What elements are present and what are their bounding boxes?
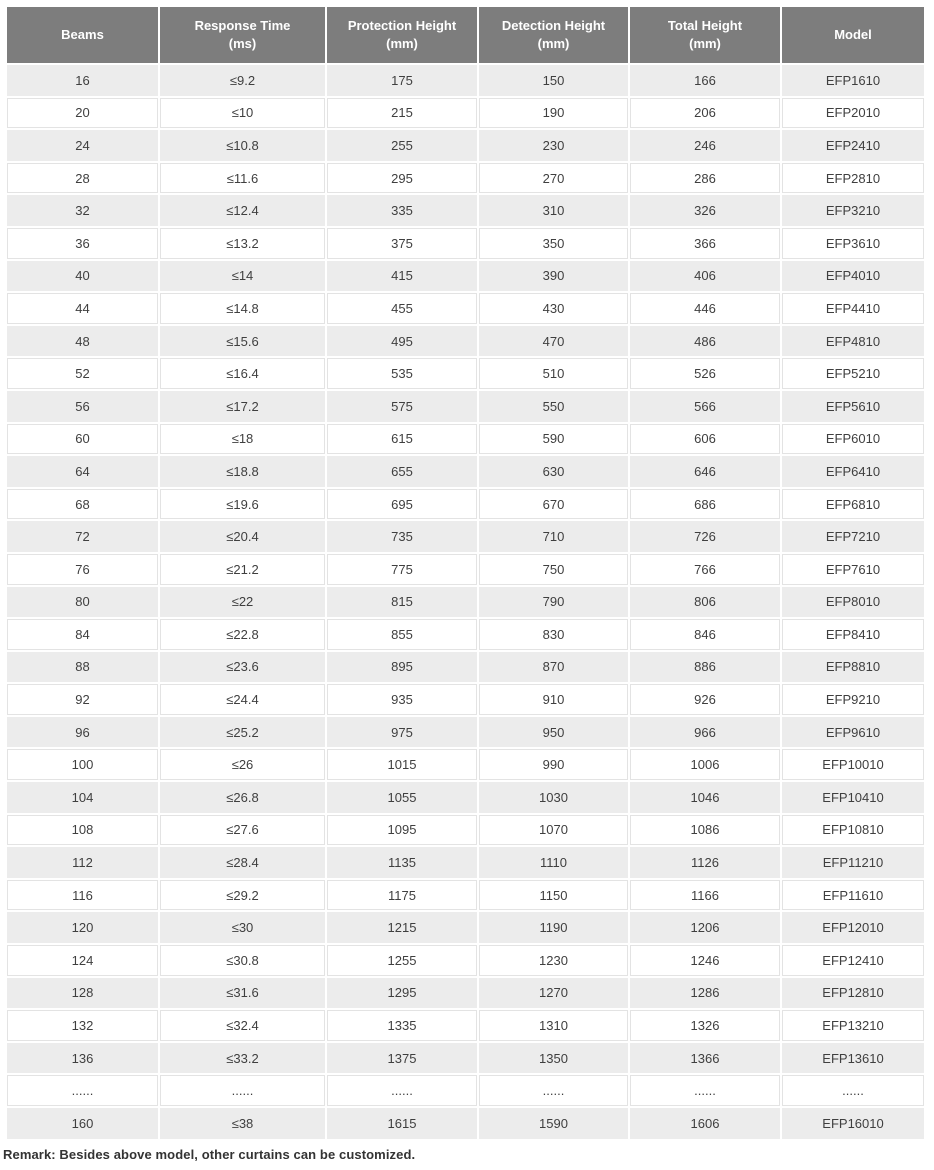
table-cell: EFP9610: [782, 717, 924, 748]
table-cell: 1006: [630, 749, 780, 780]
table-row: [7, 293, 924, 324]
table-cell: 88: [7, 652, 158, 683]
table-header-row: [7, 7, 924, 63]
table-cell: 390: [479, 261, 628, 292]
table-cell: 350: [479, 228, 628, 259]
table-cell: 606: [630, 424, 780, 455]
table-cell: EFP3610: [782, 228, 924, 259]
table-cell: 80: [7, 587, 158, 618]
table-cell: ≤31.6: [160, 978, 325, 1009]
table-row: [7, 261, 924, 292]
table-row: [7, 782, 924, 813]
table-cell: 1246: [630, 945, 780, 976]
table-cell: 415: [327, 261, 477, 292]
table-cell: ≤15.6: [160, 326, 325, 357]
table-cell: 112: [7, 847, 158, 878]
table-cell: ≤13.2: [160, 228, 325, 259]
table-cell: ≤22.8: [160, 619, 325, 650]
table-cell: EFP13610: [782, 1043, 924, 1074]
table-cell: 1150: [479, 880, 628, 911]
table-cell: 1030: [479, 782, 628, 813]
table-row: [7, 847, 924, 878]
table-cell: 455: [327, 293, 477, 324]
table-cell: 44: [7, 293, 158, 324]
table-cell: EFP5210: [782, 358, 924, 389]
header-unit: (ms): [228, 36, 257, 51]
table-cell: 895: [327, 652, 477, 683]
table-cell: 1206: [630, 912, 780, 943]
table-cell: 56: [7, 391, 158, 422]
table-cell: 655: [327, 456, 477, 487]
table-cell: 695: [327, 489, 477, 520]
table-cell: ......: [479, 1075, 628, 1106]
table-row: [7, 554, 924, 585]
table-cell: 1230: [479, 945, 628, 976]
table-cell: ≤18: [160, 424, 325, 455]
table-cell: 1046: [630, 782, 780, 813]
table-cell: ≤30: [160, 912, 325, 943]
table-cell: 20: [7, 98, 158, 129]
table-cell: 28: [7, 163, 158, 194]
table-cell: EFP3210: [782, 195, 924, 226]
table-cell: 1110: [479, 847, 628, 878]
table-cell: 710: [479, 521, 628, 552]
table-cell: 686: [630, 489, 780, 520]
table-cell: 910: [479, 684, 628, 715]
table-row: [7, 424, 924, 455]
table-cell: 1255: [327, 945, 477, 976]
table-row: [7, 130, 924, 161]
table-cell: 124: [7, 945, 158, 976]
table-cell: ≤10: [160, 98, 325, 129]
table-cell: 108: [7, 815, 158, 846]
table-cell: 104: [7, 782, 158, 813]
table-cell: 295: [327, 163, 477, 194]
table-cell: 215: [327, 98, 477, 129]
table-cell: ≤33.2: [160, 1043, 325, 1074]
table-row: [7, 163, 924, 194]
table-cell: 886: [630, 652, 780, 683]
table-cell: 76: [7, 554, 158, 585]
table-cell: ≤26: [160, 749, 325, 780]
table-cell: 366: [630, 228, 780, 259]
header-unit: (mm): [689, 36, 721, 51]
table-cell: 1286: [630, 978, 780, 1009]
table-cell: ≤12.4: [160, 195, 325, 226]
table-cell: 935: [327, 684, 477, 715]
table-cell: ......: [630, 1075, 780, 1106]
header-unit: (mm): [386, 36, 418, 51]
column-header-protection-height: [327, 7, 477, 63]
table-cell: ......: [7, 1075, 158, 1106]
table-cell: 510: [479, 358, 628, 389]
table-cell: ≤29.2: [160, 880, 325, 911]
table-cell: 1310: [479, 1010, 628, 1041]
table-cell: 750: [479, 554, 628, 585]
table-row: [7, 98, 924, 129]
table-cell: 1326: [630, 1010, 780, 1041]
table-cell: 1095: [327, 815, 477, 846]
table-row: [7, 195, 924, 226]
table-cell: EFP9210: [782, 684, 924, 715]
table-cell: 806: [630, 587, 780, 618]
table-cell: 375: [327, 228, 477, 259]
table-cell: 116: [7, 880, 158, 911]
column-header-model: [782, 7, 924, 63]
beam-spec-table: [5, 5, 926, 1141]
table-cell: ......: [782, 1075, 924, 1106]
table-cell: 100: [7, 749, 158, 780]
table-cell: 132: [7, 1010, 158, 1041]
table-cell: EFP10810: [782, 815, 924, 846]
table-row: [7, 749, 924, 780]
table-cell: 190: [479, 98, 628, 129]
table-cell: 950: [479, 717, 628, 748]
table-cell: 550: [479, 391, 628, 422]
table-cell: 1215: [327, 912, 477, 943]
table-cell: ......: [160, 1075, 325, 1106]
table-cell: EFP7210: [782, 521, 924, 552]
table-cell: 1175: [327, 880, 477, 911]
table-cell: 1086: [630, 815, 780, 846]
table-row: [7, 652, 924, 683]
table-cell: ≤22: [160, 587, 325, 618]
table-cell: 1190: [479, 912, 628, 943]
table-cell: 92: [7, 684, 158, 715]
table-row: [7, 978, 924, 1009]
table-cell: 246: [630, 130, 780, 161]
table-cell: 36: [7, 228, 158, 259]
table-cell: EFP2810: [782, 163, 924, 194]
table-cell: EFP10410: [782, 782, 924, 813]
column-header-beams: [7, 7, 158, 63]
table-cell: 726: [630, 521, 780, 552]
table-cell: ≤14.8: [160, 293, 325, 324]
remark-text: Remark: Besides above model, other curtains can be customized.: [3, 1146, 416, 1162]
table-row: [7, 619, 924, 650]
table-row: [7, 880, 924, 911]
table-cell: 1335: [327, 1010, 477, 1041]
table-cell: 1270: [479, 978, 628, 1009]
table-cell: 270: [479, 163, 628, 194]
table-cell: ≤11.6: [160, 163, 325, 194]
table-cell: ≤9.2: [160, 65, 325, 96]
table-cell: ≤17.2: [160, 391, 325, 422]
table-cell: 870: [479, 652, 628, 683]
header-label: Total Height: [667, 18, 743, 34]
table-cell: 16: [7, 65, 158, 96]
table-cell: 486: [630, 326, 780, 357]
table-row: [7, 1108, 924, 1139]
table-cell: ≤38: [160, 1108, 325, 1139]
table-cell: 128: [7, 978, 158, 1009]
table-row: [7, 358, 924, 389]
header-label: Protection Height: [347, 18, 457, 34]
table-row: [7, 587, 924, 618]
column-header-response-time: [160, 7, 325, 63]
table-row: [7, 912, 924, 943]
table-cell: 255: [327, 130, 477, 161]
table-cell: 815: [327, 587, 477, 618]
table-cell: EFP8410: [782, 619, 924, 650]
table-cell: ......: [327, 1075, 477, 1106]
table-cell: EFP13210: [782, 1010, 924, 1041]
table-cell: ≤19.6: [160, 489, 325, 520]
table-row: [7, 521, 924, 552]
table-cell: 48: [7, 326, 158, 357]
table-cell: ≤28.4: [160, 847, 325, 878]
table-cell: ≤16.4: [160, 358, 325, 389]
table-cell: 96: [7, 717, 158, 748]
table-cell: 1070: [479, 815, 628, 846]
table-cell: 310: [479, 195, 628, 226]
table-cell: 495: [327, 326, 477, 357]
table-cell: 64: [7, 456, 158, 487]
header-label: Beams: [61, 27, 104, 43]
table-cell: EFP2010: [782, 98, 924, 129]
table-cell: 150: [479, 65, 628, 96]
table-cell: ≤25.2: [160, 717, 325, 748]
table-cell: 1055: [327, 782, 477, 813]
table-cell: 966: [630, 717, 780, 748]
table-cell: EFP6410: [782, 456, 924, 487]
column-header-total-height: [630, 7, 780, 63]
table-cell: EFP11210: [782, 847, 924, 878]
column-header-detection-height: [479, 7, 628, 63]
table-cell: 526: [630, 358, 780, 389]
table-cell: EFP12010: [782, 912, 924, 943]
table-cell: 830: [479, 619, 628, 650]
table-cell: 926: [630, 684, 780, 715]
table-cell: EFP10010: [782, 749, 924, 780]
table-cell: EFP6010: [782, 424, 924, 455]
table-cell: 68: [7, 489, 158, 520]
table-row: [7, 65, 924, 96]
header-label: Detection Height: [501, 18, 606, 34]
table-cell: 470: [479, 326, 628, 357]
table-cell: EFP12810: [782, 978, 924, 1009]
table-cell: 1350: [479, 1043, 628, 1074]
table-cell: 646: [630, 456, 780, 487]
table-cell: 230: [479, 130, 628, 161]
table-cell: 1615: [327, 1108, 477, 1139]
table-cell: 566: [630, 391, 780, 422]
table-cell: 84: [7, 619, 158, 650]
table-cell: 32: [7, 195, 158, 226]
table-cell: ≤24.4: [160, 684, 325, 715]
table-cell: 52: [7, 358, 158, 389]
table-cell: 670: [479, 489, 628, 520]
table-cell: EFP4010: [782, 261, 924, 292]
table-cell: EFP8010: [782, 587, 924, 618]
table-cell: 1375: [327, 1043, 477, 1074]
table-row: [7, 489, 924, 520]
table-row: [7, 717, 924, 748]
table-cell: ≤30.8: [160, 945, 325, 976]
table-row: [7, 456, 924, 487]
header-label: Model: [834, 27, 872, 43]
table-cell: ≤20.4: [160, 521, 325, 552]
table-cell: 630: [479, 456, 628, 487]
table-cell: EFP11610: [782, 880, 924, 911]
table-cell: 72: [7, 521, 158, 552]
table-cell: ≤14: [160, 261, 325, 292]
table-row: [7, 326, 924, 357]
table-cell: EFP1610: [782, 65, 924, 96]
table-cell: ≤23.6: [160, 652, 325, 683]
table-cell: 446: [630, 293, 780, 324]
table-cell: EFP4410: [782, 293, 924, 324]
table-cell: 1295: [327, 978, 477, 1009]
table-cell: 40: [7, 261, 158, 292]
table-cell: 120: [7, 912, 158, 943]
table-cell: 846: [630, 619, 780, 650]
table-cell: 1015: [327, 749, 477, 780]
table-cell: 206: [630, 98, 780, 129]
table-cell: EFP7610: [782, 554, 924, 585]
table-cell: 166: [630, 65, 780, 96]
table-row: [7, 684, 924, 715]
table-cell: 1126: [630, 847, 780, 878]
table-cell: 430: [479, 293, 628, 324]
table-row: [7, 945, 924, 976]
table-cell: EFP4810: [782, 326, 924, 357]
table-cell: 535: [327, 358, 477, 389]
table-cell: 990: [479, 749, 628, 780]
table-cell: 175: [327, 65, 477, 96]
table-cell: ≤18.8: [160, 456, 325, 487]
table-cell: 24: [7, 130, 158, 161]
table-cell: 855: [327, 619, 477, 650]
table-cell: 1590: [479, 1108, 628, 1139]
table-cell: 1166: [630, 880, 780, 911]
table-row: [7, 391, 924, 422]
table-cell: ≤32.4: [160, 1010, 325, 1041]
table-cell: 575: [327, 391, 477, 422]
table-cell: 766: [630, 554, 780, 585]
table-row: [7, 1043, 924, 1074]
table-cell: 335: [327, 195, 477, 226]
table-cell: EFP5610: [782, 391, 924, 422]
table-cell: ≤27.6: [160, 815, 325, 846]
table-cell: EFP16010: [782, 1108, 924, 1139]
table-row: [7, 228, 924, 259]
table-cell: 60: [7, 424, 158, 455]
table-cell: EFP2410: [782, 130, 924, 161]
table-cell: EFP12410: [782, 945, 924, 976]
table-cell: 590: [479, 424, 628, 455]
table-row: [7, 815, 924, 846]
table-cell: 1135: [327, 847, 477, 878]
table-row: [7, 1075, 924, 1106]
table-cell: 160: [7, 1108, 158, 1139]
table-cell: 735: [327, 521, 477, 552]
table-cell: 615: [327, 424, 477, 455]
table-cell: 406: [630, 261, 780, 292]
header-label: Response Time: [194, 18, 291, 34]
table-cell: 1366: [630, 1043, 780, 1074]
table-cell: ≤10.8: [160, 130, 325, 161]
table-cell: 286: [630, 163, 780, 194]
table-cell: 790: [479, 587, 628, 618]
table-cell: 326: [630, 195, 780, 226]
table-cell: 136: [7, 1043, 158, 1074]
header-unit: (mm): [537, 36, 570, 51]
table-cell: 1606: [630, 1108, 780, 1139]
table-cell: ≤26.8: [160, 782, 325, 813]
table-row: [7, 1010, 924, 1041]
table-cell: ≤21.2: [160, 554, 325, 585]
table-cell: 775: [327, 554, 477, 585]
table-cell: EFP8810: [782, 652, 924, 683]
table-cell: 975: [327, 717, 477, 748]
table-cell: EFP6810: [782, 489, 924, 520]
